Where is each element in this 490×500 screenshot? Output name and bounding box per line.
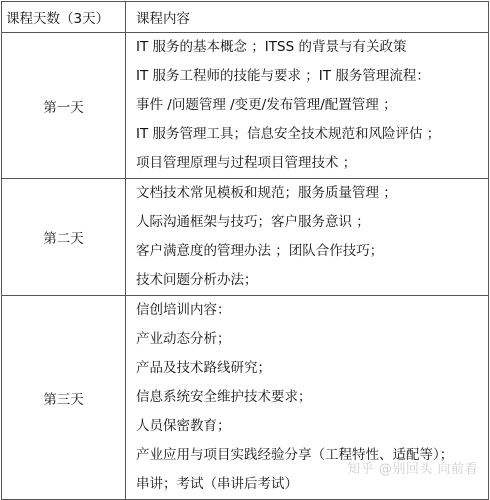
content-line: IT 服务管理工具；信息安全技术规范和风险评估 ； — [136, 126, 441, 142]
content-cell — [126, 179, 489, 296]
day-cell: 第三天 — [2, 296, 126, 500]
content-line: 产品及技术路线研究； — [136, 360, 271, 376]
table-row — [2, 33, 489, 179]
table-row — [2, 179, 489, 296]
content-line: 项目管理原理与过程项目管理技术 ； — [136, 155, 357, 171]
day-cell: 第二天 — [2, 179, 126, 296]
content-line: IT 服务工程师的技能与要求 ；IT 服务管理流程： — [136, 68, 430, 84]
content-line: IT 服务的基本概念 ；ITSS 的背景与有关政策 — [136, 39, 407, 55]
content-cell — [126, 33, 489, 179]
content-line: 事件 /问题管理 /变更/发布管理/配置管理 ； — [136, 97, 397, 113]
content-line: 产业动态分析； — [136, 331, 231, 347]
header-row — [2, 2, 489, 33]
content-line: 文档技术常见模板和规范；服务质量管理 ； — [136, 185, 397, 201]
content-line: 客户满意度的管理办法 ；团队合作技巧； — [136, 243, 384, 259]
content-line: 人际沟通框架与技巧；客户服务意识 ； — [136, 214, 370, 230]
content-line: 产业应用与项目实践经验分享（工程特性、适配等）； — [136, 447, 454, 463]
header-content: 课程内容 — [126, 2, 489, 33]
content-line: 人员保密教育； — [136, 418, 231, 434]
content-line: 信创培训内容： — [136, 302, 231, 318]
content-line: 串讲；考试（串讲后考试） — [136, 476, 298, 492]
course-schedule-table — [1, 1, 489, 500]
content-line: 技术问题分析办法； — [136, 272, 258, 288]
header-days: 课程天数（3天） — [2, 2, 126, 33]
day-cell: 第一天 — [2, 33, 126, 179]
watermark: 知乎 @别回头 向前看 — [347, 462, 478, 477]
content-line: 信息系统安全维护技术要求； — [136, 389, 312, 405]
